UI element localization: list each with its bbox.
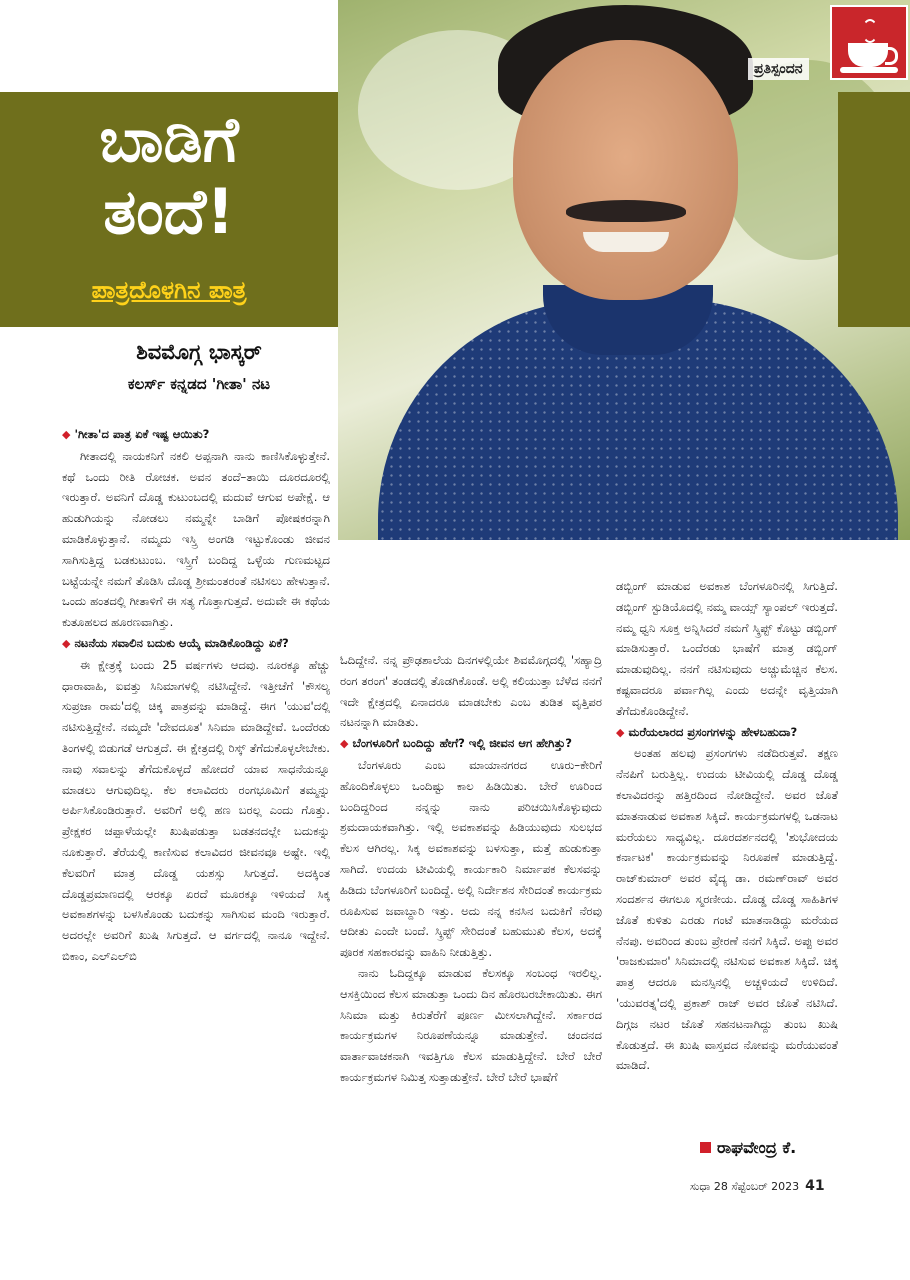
person-name: ಶಿವಮೊಗ್ಗ ಭಾಸ್ಕರ್ [136, 340, 262, 364]
title-band-right [838, 92, 910, 327]
diamond-bullet-icon: ◆ [616, 725, 625, 739]
diamond-bullet-icon: ◆ [340, 737, 349, 751]
interview-answer: ಡಬ್ಬಿಂಗ್ ಮಾಡುವ ಅವಕಾಶ ಬೆಂಗಳೂರಿನಲ್ಲಿ ಸಿಗುತ್ತಿದೆ. ಡಬ್ಬಿಂಗ್ ಸ್ಟುಡಿಯೊದಲ್ಲಿ ನಮ್ಮ ವಾಯ್ಸ್ ಸ್ಯಾಂಪಲ್ ಇರುತ್ತದೆ. ನಮ್ಮ ಧ್ವನಿ ಸೂಕ್ತ ಅನ್ನಿಸಿದರೆ ನಮಗೆ ಸ್ಕ್ರಿಪ್ಟ್ ಕೊಟ್ಟು ಡಬ್ಬಿಂಗ್ ಮಾಡಿಸುತ್ತಾರೆ. ಒಂದೆರಡು ಭಾಷೆಗೆ ಮಾತ್ರ ಡಬ್ಬಿಂಗ್ ಮಾಡುವುದಿಲ್ಲ. ನನಗೆ ನಟಿಸುವುದು ಅಚ್ಚುಮೆಚ್ಚಿನ ಕೆಲಸ. ಕಷ್ಟವಾದರೂ ಪರ್ವಾಗಿಲ್ಲ ಎಂದು ಅದನ್ನೇ ವೃತ್ತಿಯಾಗಿ ತೆಗೆದುಕೊಂಡಿದ್ದೇನೆ. [616, 579, 838, 718]
interview-answer: ಅಂತಹ ಹಲವು ಪ್ರಸಂಗಗಳು ನಡೆದಿರುತ್ತವೆ. ತಕ್ಷಣ ನೆನಪಿಗೆ ಬರುತ್ತಿಲ್ಲ. ಉದಯ ಟೀವಿಯಲ್ಲಿ ದೊಡ್ಡ ದೊಡ್ಡ ಕಲಾವಿದರನ್ನು ಹತ್ತಿರದಿಂದ ನೋಡಿದ್ದೇನೆ. ಅವರ ಜೊತೆ ಮಾತನಾಡುವ ಅವಕಾಶ ಸಿಕ್ಕಿದೆ. ಕಾರ್ಯಕ್ರಮಗಳಲ್ಲಿ ಒಡನಾಟ ಮರೆಯಲು ಸಾಧ್ಯವಿಲ್ಲ. ದೂರದರ್ಶನದಲ್ಲಿ 'ಶುಭೋದಯ ಕರ್ನಾಟಕ' ಕಾರ್ಯಕ್ರಮವನ್ನು ನಿರೂಪಣೆ ಮಾಡುತ್ತಿದ್ದೆ. ರಾಜ್‌ಕುಮಾರ್ ಅವರ ವೈದ್ಯ ಡಾ. ರಮಣ್‌ರಾವ್ ಅವರ ಸಂದರ್ಶನ ಈಗಲೂ ಸ್ಮರಣೀಯ. ದೊಡ್ಡ ದೊಡ್ಡ ಸಾಹಿತಿಗಳ ಜೊತೆ ಕುಳಿತು ಎರಡು ಗಂಟೆ ಮಾತನಾಡಿದ್ದು ಮರೆಯದ ನೆನಪು. ಅವರಿಂದ ತುಂಬ ಪ್ರೇರಣೆ ನನಗೆ ಸಿಕ್ಕಿದೆ. ಅಪ್ಪು ಅವರ 'ರಾಜಕುಮಾರ' ಸಿನಿಮಾದಲ್ಲಿ ನಟಿಸುವ ಅವಕಾಶ ಸಿಕ್ಕಿದೆ. ಚಿಕ್ಕ ಪಾತ್ರ ಆದರೂ ಮನಸ್ಸಿನಲ್ಲಿ ಅಚ್ಚಳಿಯದೆ ಉಳಿದಿದೆ. 'ಯುವರತ್ನ'ದಲ್ಲಿ ಪ್ರಕಾಶ್ ರಾಜ್ ಅವರ ಜೊತೆ ನಟಿಸಿದೆ. ದಿಗ್ಗಜ ನಟರ ಜೊತೆ ಸಹನಟನಾಗಿದ್ದು ತುಂಬ ಖುಷಿ ಕೊಡುತ್ತದೆ. ಈ ಖುಷಿ ವಾಸ್ತವದ ನೋವನ್ನು ಮರೆಯುವಂತೆ ಮಾಡಿದೆ. [616, 746, 838, 1073]
headline [0, 104, 338, 248]
interview-question [340, 733, 602, 755]
subheadline: ಪಾತ್ರದೊಳಗಿನ ಪಾತ್ರ [91, 276, 247, 304]
interview-question [62, 424, 330, 446]
interview-answer: ಓದಿದ್ದೇನೆ. ನನ್ನ ಪ್ರೌಢಶಾಲೆಯ ದಿನಗಳಲ್ಲಿಯೇ ಶಿವಮೊಗ್ಗದಲ್ಲಿ 'ಸಹ್ಯಾದ್ರಿ ರಂಗ ತರಂಗ' ತಂಡದಲ್ಲಿ ತೊಡಗಿಕೊಂಡೆ. ಅಲ್ಲಿ ಕಲಿಯುತ್ತಾ ಬೆಳೆದ ನನಗೆ ಇದೇ ಕ್ಷೇತ್ರದಲ್ಲಿ ಏನಾದರೂ ಮಾಡಬೇಕು ಎಂಬ ತುಡಿತ ವೃತ್ತಿಪರ ನಟನನ್ನಾಗಿ ಮಾಡಿತು. [340, 653, 602, 730]
question-text: ಬೆಂಗಳೂರಿಗೆ ಬಂದಿದ್ದು ಹೇಗೆ? ಇಲ್ಲಿ ಜೀವನ ಆಗ ಹೇಗಿತ್ತು? [352, 736, 572, 751]
person-role: ಕಲರ್ಸ್ ಕನ್ನಡದ 'ಗೀತಾ' ನಟ [127, 375, 271, 393]
interview-question [616, 722, 838, 744]
headline-line-1: ಬಾಡಿಗೆ [99, 103, 239, 176]
interview-answer: ಈ ಕ್ಷೇತ್ರಕ್ಕೆ ಬಂದು 25 ವರ್ಷಗಳು ಆದವು. ನೂರಕ್ಕೂ ಹೆಚ್ಚು ಧಾರಾವಾಹಿ, ಐವತ್ತು ಸಿನಿಮಾಗಳಲ್ಲಿ ನಟಿಸಿದ್ದೇನೆ. ಇತ್ತೀಚೆಗೆ 'ಕೌಸಲ್ಯ ಸುಪ್ರಜಾ ರಾಮ'ದಲ್ಲಿ ಚಿಕ್ಕ ಪಾತ್ರವನ್ನು ಮಾಡಿದ್ದೆ. ಈಗ 'ಯುವ'ದಲ್ಲಿ ನಟಿಸುತ್ತಿದ್ದೇನೆ. ನಮ್ಮದೇ 'ದೇವದೂತ' ಸಿನಿಮಾ ಮಾಡಿದ್ದೇವೆ. ಒಂದೆರಡು ತಿಂಗಳಲ್ಲಿ ಬಿಡುಗಡೆ ಆಗುತ್ತದೆ. ಈ ಕ್ಷೇತ್ರದಲ್ಲಿ ರಿಸ್ಕ್ ತೆಗೆದುಕೊಳ್ಳಲೇಬೇಕು. ನಾವು ಸವಾಲನ್ನು ತೆಗೆದುಕೊಳ್ಳದೆ ಹೋದರೆ ಯಾವ ಸಾಧನೆಯನ್ನೂ ಮಾಡಲು ಆಗುವುದಿಲ್ಲ. ಕೆಲ ಕಲಾವಿದರು ರಂಗಭೂಮಿಗೆ ತಮ್ಮನ್ನು ಅರ್ಪಿಸಿಕೊಂಡಿರುತ್ತಾರೆ. ಅವರಿಗೆ ಅಲ್ಲಿ ಹಣ ಬರಲ್ಲ ಎಂದು ಗೊತ್ತು. ಪ್ರೇಕ್ಷಕರ ಚಪ್ಪಾಳೆಯಲ್ಲೇ ಖುಷಿಪಡುತ್ತಾ ಬಡತನದಲ್ಲೇ ಬದುಕನ್ನು ನೂಕುತ್ತಾರೆ. ತೆರೆಯಲ್ಲಿ ಕಾಣಿಸುವ ಕಲಾವಿದರ ಜೀವನವೂ ಅಷ್ಟೇ. ಇಲ್ಲಿ ಕೆಲವರಿಗೆ ಮಾತ್ರ ದೊಡ್ಡ ಯಶಸ್ಸು ಸಿಗುತ್ತದೆ. ಅದಕ್ಕಿಂತ ದೊಡ್ಡಪ್ರಮಾಣದಲ್ಲಿ ಆರಕ್ಕೂ ಏರದೆ ಮೂರಕ್ಕೂ ಇಳಿಯದೆ ಸಿಕ್ಕ ಅವಕಾಶಗಳನ್ನು ಬಳಸಿಕೊಂಡು ಬದುಕನ್ನು ಸಾಗಿಸುವ ಮಂದಿ ಇರುತ್ತಾರೆ. ಅದರಲ್ಲೇ ಅವರಿಗೆ ಖುಷಿ ಸಿಗುತ್ತದೆ. ಆ ವರ್ಗದಲ್ಲಿ ನಾನೂ ಇದ್ದೇನೆ. ಬಿಕಾಂ, ಎಲ್‌ಎಲ್‌ಬಿ [62, 657, 330, 963]
question-text: ಮರೆಯಲಾರದ ಪ್ರಸಂಗಗಳನ್ನು ಹೇಳಬಹುದಾ? [628, 724, 798, 739]
diamond-bullet-icon: ◆ [62, 428, 71, 441]
byline [700, 1138, 796, 1158]
portrait-photo [338, 0, 910, 540]
question-text: ನಟನೆಯ ಸವಾಲಿನ ಬದುಕು ಆಯ್ಕೆ ಮಾಡಿಕೊಂಡಿದ್ದು ಏಕೆ? [74, 635, 289, 650]
coffee-cup-icon [830, 5, 908, 80]
page-footer [690, 1178, 825, 1194]
interview-answer: ನಾನು ಓದಿದ್ದಕ್ಕೂ ಮಾಡುವ ಕೆಲಸಕ್ಕೂ ಸಂಬಂಧ ಇರಲಿಲ್ಲ. ಆಸಕ್ತಿಯಿಂದ ಕೆಲಸ ಮಾಡುತ್ತಾ ಒಂದು ದಿನ ಹೊರಬರಬೇಕಾಯಿತು. ಈಗ ಸಿನಿಮಾ ಮತ್ತು ಕಿರುತೆರೆಗೆ ಪೂರ್ಣ ಮೀಸಲಾಗಿದ್ದೇನೆ. ಸರ್ಕಾರದ ಕಾರ್ಯಕ್ರಮಗಳ ನಿರೂಪಣೆಯನ್ನೂ ಮಾಡುತ್ತೇನೆ. ಚಂದನದ ವಾರ್ತಾವಾಚಕನಾಗಿ ಇವತ್ತಿಗೂ ಕೆಲಸ ಮಾಡುತ್ತಿದ್ದೇನೆ. ಬೇರೆ ಬೇರೆ ಕಾರ್ಯಕ್ರಮಗಳ ನಿಮಿತ್ತ ಸುತ್ತಾಡುತ್ತೇನೆ. ಬೇರೆ ಬೇರೆ ಭಾಷೆಗೆ [340, 965, 602, 1084]
diamond-bullet-icon: ◆ [62, 636, 71, 650]
magazine-date: ಸುಧಾ 28 ಸೆಪ್ಟೆಂಬರ್ 2023 [690, 1180, 800, 1193]
headline-line-2: ತಂದೆ! [103, 175, 235, 248]
article-column-1 [62, 424, 330, 967]
section-category: ಪ್ರತಿಸ್ಪಂದನ [748, 58, 809, 80]
article-column-2 [340, 650, 602, 1088]
page-number: 41 [805, 1178, 825, 1194]
interview-question [62, 633, 330, 655]
byline-square-icon [700, 1142, 711, 1153]
interview-answer: ಬೆಂಗಳೂರು ಎಂಬ ಮಾಯಾನಗರದ ಊರು–ಕೇರಿಗೆ ಹೊಂದಿಕೊಳ್ಳಲು ಒಂದಿಷ್ಟು ಕಾಲ ಹಿಡಿಯಿತು. ಬೇರೆ ಊರಿಂದ ಬಂದಿದ್ದರಿಂದ ನನ್ನನ್ನು ನಾನು ಪರಿಚಯಿಸಿಕೊಳ್ಳುವುದು ಶ್ರಮದಾಯಕವಾಗಿತ್ತು. ಇಲ್ಲಿ ಅವಕಾಶವನ್ನು ಹಿಡಿಯುವುದು ಸುಲಭದ ಕೆಲಸ ಆಗಿರಲ್ಲ. ಸಿಕ್ಕ ಅವಕಾಶವನ್ನು ಬಳಸುತ್ತಾ, ಮತ್ತೆ ಹುಡುಕುತ್ತಾ ಸಾಗಿದೆ. ಉದಯ ಟೀವಿಯಲ್ಲಿ ಕಾರ್ಯಕಾರಿ ನಿರ್ಮಾಪಕ ಕೆಲಸವನ್ನು ಹಿಡಿದು ಬೆಂಗಳೂರಿಗೆ ಬಂದಿದ್ದೆ. ಅಲ್ಲಿ ನಿರ್ದೇಶನ ಸೇರಿದಂತೆ ಕಾರ್ಯಕ್ರಮ ರೂಪಿಸುವ ಜವಾಬ್ದಾರಿ ಇತ್ತು. ಅದು ನನ್ನ ಕನಸಿನ ಬದುಕಿಗೆ ನೆರವು ಆದೀತು ಎಂದೇ ಬಂದೆ. ಸ್ಕ್ರಿಪ್ಟ್ ಸೇರಿದಂತೆ ಬಹುಮುಖಿ ಕೆಲಸ, ಅದಕ್ಕೆ ಪೂರಕ ಸಹಕಾರವನ್ನು ವಾಹಿನಿ ನೀಡುತ್ತಿತ್ತು. [340, 757, 602, 960]
question-text: 'ಗೀತಾ'ದ ಪಾತ್ರ ಏಕೆ ಇಷ್ಟ ಆಯಿತು? [74, 427, 210, 441]
author-name: ರಾಘವೇಂದ್ರ ಕೆ. [717, 1138, 797, 1157]
interview-answer: ಗೀತಾದಲ್ಲಿ ನಾಯಕನಿಗೆ ನಕಲಿ ಅಪ್ಪನಾಗಿ ನಾನು ಕಾಣಿಸಿಕೊಳ್ಳುತ್ತೇನೆ. ಕಥೆ ಒಂದು ರೀತಿ ರೋಚಕ. ಅವನ ತಂದೆ–ತಾಯಿ ದೂರದೂರಲ್ಲಿ ಇರುತ್ತಾರೆ. ಅವನಿಗೆ ದೊಡ್ಡ ಕುಟುಂಬದಲ್ಲಿ ಮದುವೆ ಆಗುವ ಅಪೇಕ್ಷೆ. ಆ ಹುಡುಗಿಯನ್ನು ನೋಡಲು ನಮ್ಮನ್ನೇ ಬಾಡಿಗೆ ಪೋಷಕರನ್ನಾಗಿ ಮಾಡಿಕೊಳ್ಳುತ್ತಾನೆ. ನಮ್ಮದು ಇಸ್ತ್ರಿ ಅಂಗಡಿ ಇಟ್ಟುಕೊಂಡು ಜೀವನ ಸಾಗಿಸುತ್ತಿದ್ದ ಬಡಕುಟುಂಬ. ಇಸ್ತ್ರಿಗೆ ಬಂದಿದ್ದ ಒಳ್ಳೆಯ ಗುಣಮಟ್ಟದ ಬಟ್ಟೆಯನ್ನೇ ನಮಗೆ ತೊಡಿಸಿ ದೊಡ್ಡ ಶ್ರೀಮಂತರಂತೆ ನಟಿಸಲು ಹೇಳುತ್ತಾನೆ. ಒಂದು ಹಂತದಲ್ಲಿ ಗೀತಾಳಿಗೆ ಈ ಸತ್ಯ ಗೊತ್ತಾಗುತ್ತದೆ. ಅದುವೇ ಈ ಕಥೆಯ ಕುತೂಹಲದ ಹೂರಣವಾಗಿತ್ತು. [62, 448, 330, 630]
article-column-3 [616, 576, 838, 1076]
